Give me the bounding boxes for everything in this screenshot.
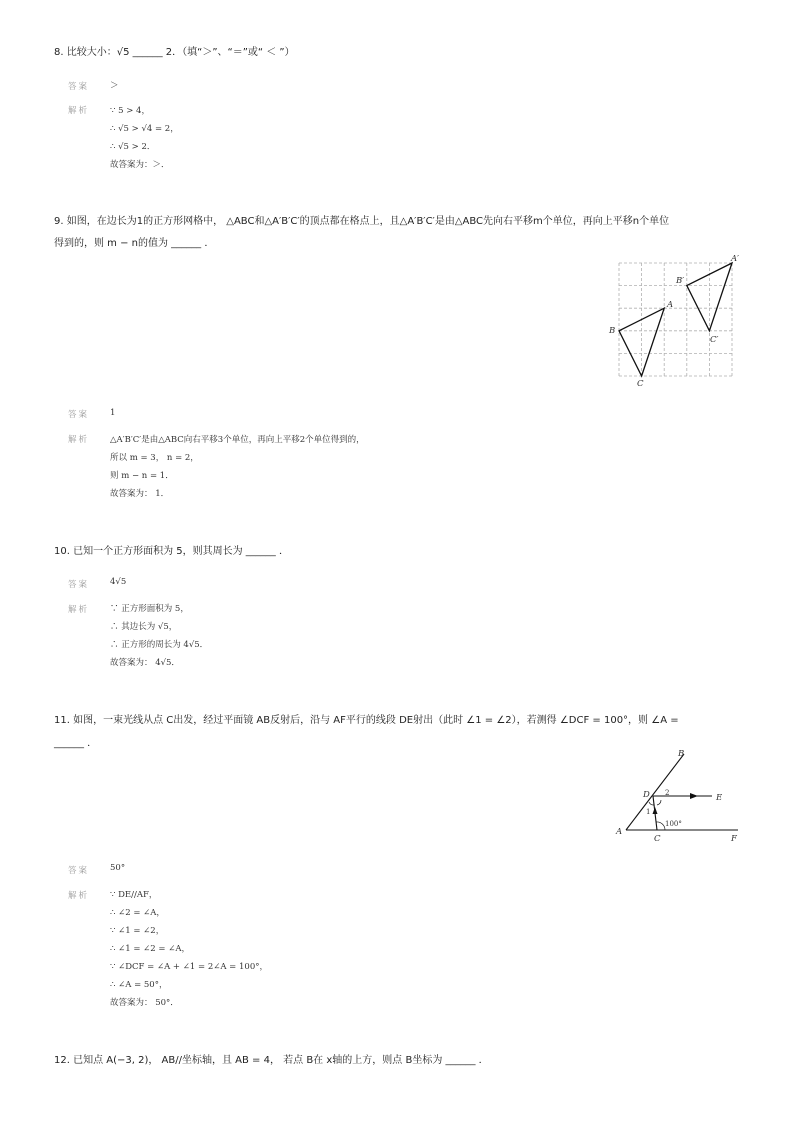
q9-analysis-label: 解析 — [68, 435, 90, 445]
label-a: A — [667, 300, 674, 310]
q11-question-line: 11. 如图，一束光线从点 C出发，经过平面镜 AB反射后，沿与 AF平行的线段 DE射出（此时 ∠1 = ∠2），若测得 ∠DCF = 100°，则 ∠A = — [54, 715, 679, 726]
label-c: C — [654, 834, 661, 844]
q11-analysis-line: ∴ ∠2 = ∠A， — [110, 908, 165, 918]
q8-answer: ＞ — [110, 81, 119, 91]
label-b: B — [678, 749, 685, 759]
q11-answer-label: 答案 — [68, 866, 90, 876]
label-d: D — [643, 790, 650, 800]
q11-mirror-figure — [610, 745, 745, 845]
label-b: B — [609, 326, 616, 336]
q10-analysis-line: 故答案为： 4√5． — [110, 658, 180, 668]
label-a: A — [616, 827, 623, 837]
q9-analysis-line: 则 m − n = 1． — [110, 471, 174, 481]
q8-analysis-label: 解析 — [68, 106, 90, 116]
label-b-prime: B′ — [676, 276, 685, 286]
q11-analysis-line: ∵ ∠1 = ∠2， — [110, 926, 165, 936]
q11-analysis-label: 解析 — [68, 891, 90, 901]
q10-answer-label: 答案 — [68, 580, 90, 590]
q9-grid-figure — [606, 250, 746, 390]
q8-answer-label: 答案 — [68, 82, 90, 92]
label-c-prime: C′ — [710, 335, 719, 345]
arrow-cd — [653, 807, 658, 814]
label-e: E — [716, 793, 723, 803]
q10-analysis-line: ∴ 正方形的周长为 4√5． — [110, 640, 209, 650]
q11-answer: 50° — [110, 863, 126, 873]
q8-analysis-line: ∴ √5 > √4 = 2， — [110, 124, 179, 134]
q12-question: 12. 已知点 A(−3, 2)， AB//坐标轴，且 AB = 4， 若点 B在 x轴的上方，则点 B坐标为 ______ ． — [54, 1055, 489, 1066]
q9-analysis-line: 故答案为： 1． — [110, 489, 170, 499]
mirror-ab — [626, 754, 684, 830]
q10-answer: 4√5 — [110, 577, 127, 587]
angle2-arc — [657, 800, 661, 805]
q8-analysis-line: ∵ 5 > 4， — [110, 106, 150, 116]
label-100-degrees: 100° — [665, 820, 682, 828]
q11-analysis-line: ∵ DE//AF， — [110, 890, 158, 900]
q10-analysis-line: ∵ 正方形面积为 5， — [110, 604, 189, 614]
q8-analysis-line: 故答案为：＞． — [110, 160, 170, 170]
label-angle-2: 2 — [665, 789, 670, 797]
q9-question-line: 得到的，则 m − n的值为 ______ ． — [54, 238, 215, 249]
label-a-prime: A′ — [731, 254, 740, 264]
q8-analysis-line: ∴ √5 > 2． — [110, 142, 156, 152]
q8-question: 8. 比较大小：√5 ______ 2．（填“＞”、“＝”或“ ＜ ”） — [54, 47, 295, 58]
label-c: C — [637, 379, 644, 389]
q9-answer: 1 — [110, 408, 116, 418]
q10-question: 10. 已知一个正方形面积为 5，则其周长为 ______ ． — [54, 546, 289, 557]
arrow-de — [690, 793, 698, 799]
label-f: F — [731, 834, 737, 844]
q9-analysis-line: △A′B′C′是由△ABC向右平移3个单位，再向上平移2个单位得到的， — [110, 435, 365, 445]
q11-analysis-line: ∴ ∠A = 50°， — [110, 980, 168, 990]
q10-analysis-line: ∴ 其边长为 √5， — [110, 622, 178, 632]
q9-answer-label: 答案 — [68, 410, 90, 420]
q10-analysis-label: 解析 — [68, 605, 90, 615]
q9-analysis-line: 所以 m = 3， n = 2， — [110, 453, 199, 463]
q11-analysis-line: ∴ ∠1 = ∠2 = ∠A， — [110, 944, 190, 954]
q11-question-line: ______ ． — [54, 738, 98, 749]
q11-analysis-line: ∵ ∠DCF = ∠A + ∠1 = 2∠A = 100°， — [110, 962, 268, 972]
q9-question-line: 9. 如图，在边长为1的正方形网格中， △ABC和△A′B′C′的顶点都在格点上，且△A′B′C′是由△ABC先向右平移m个单位，再向上平移n个单位 — [54, 216, 670, 227]
label-angle-1: 1 — [646, 808, 651, 816]
q11-analysis-line: 故答案为： 50°． — [110, 998, 179, 1008]
